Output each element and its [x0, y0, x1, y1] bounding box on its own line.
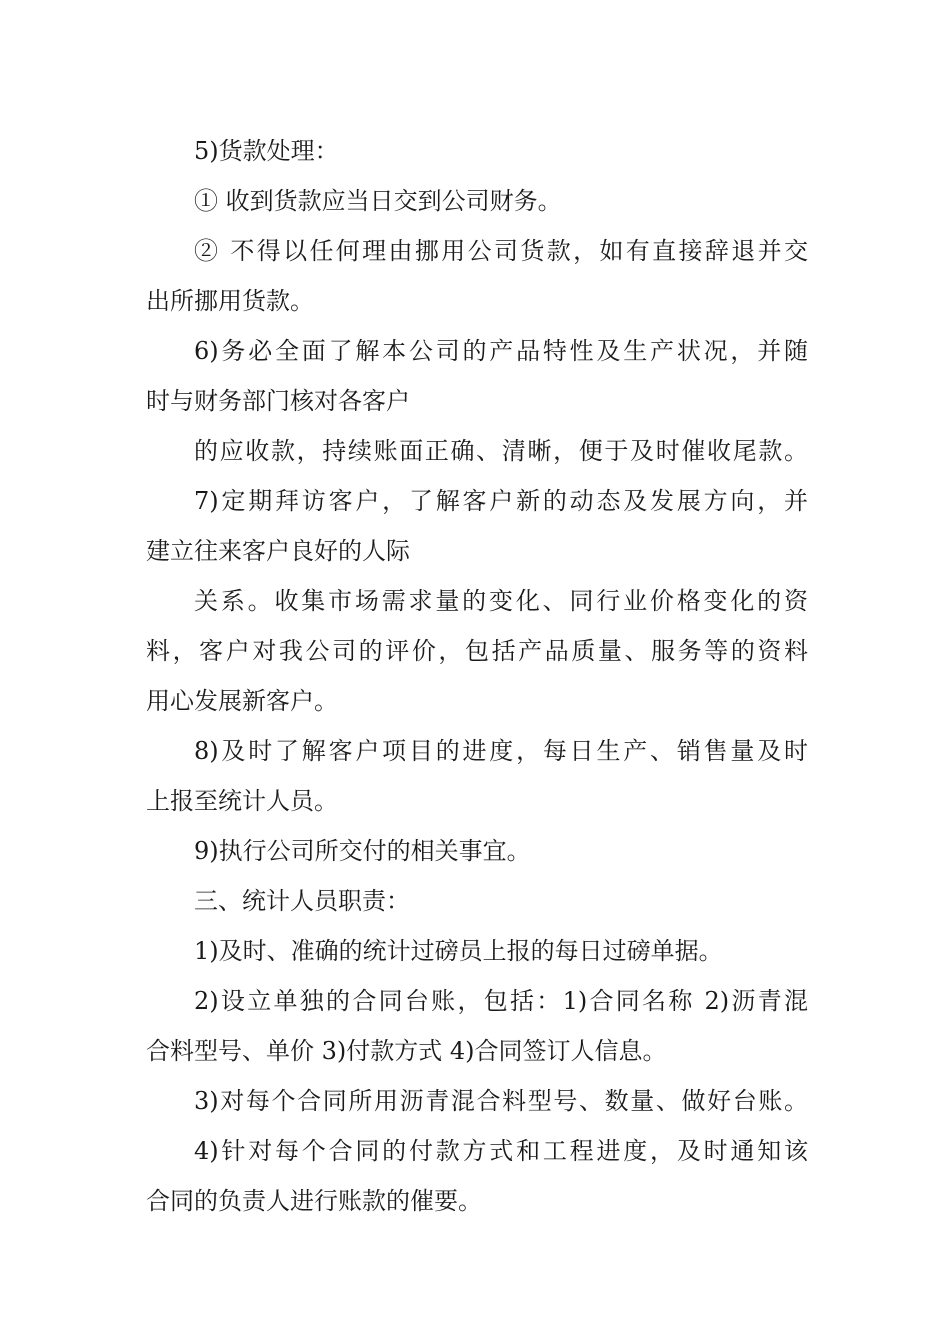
text-line: 时与财务部门核对各客户 [146, 387, 410, 415]
text-line: 出所挪用货款。 [146, 287, 314, 315]
text-line: 合料型号、单价 3)付款方式 4)合同签订人信息。 [146, 1037, 667, 1065]
text-line: 4)针对每个合同的付款方式和工程进度，及时通知该 [194, 1137, 808, 1165]
text-line: 的应收款，持续账面正确、清晰，便于及时催收尾款。 [194, 437, 808, 465]
text-line: ② 不得以任何理由挪用公司货款，如有直接辞退并交 [194, 237, 808, 265]
text-line: 1)及时、准确的统计过磅员上报的每日过磅单据。 [194, 937, 723, 965]
text-line: 合同的负责人进行账款的催要。 [146, 1187, 482, 1215]
text-line: 关系。收集市场需求量的变化、同行业价格变化的资 [194, 587, 808, 615]
text-line: 3)对每个合同所用沥青混合料型号、数量、做好台账。 [194, 1087, 808, 1115]
text-line: 6)务必全面了解本公司的产品特性及生产状况，并随 [194, 337, 808, 365]
text-line: 8)及时了解客户项目的进度，每日生产、销售量及时 [194, 737, 808, 765]
text-line: 7)定期拜访客户，了解客户新的动态及发展方向，并 [194, 487, 808, 515]
text-line: 2)设立单独的合同台账，包括：1)合同名称 2)沥青混 [194, 987, 808, 1015]
text-line: ① 收到货款应当日交到公司财务。 [194, 187, 562, 215]
text-line: 用心发展新客户。 [146, 687, 338, 715]
section-heading: 三、统计人员职责： [194, 887, 410, 915]
text-line: 9)执行公司所交付的相关事宜。 [194, 837, 531, 865]
text-line: 建立往来客户良好的人际 [146, 537, 410, 565]
text-line: 上报至统计人员。 [146, 787, 338, 815]
text-line: 料，客户对我公司的评价，包括产品质量、服务等的资料 [146, 637, 808, 665]
text-line: 5)货款处理： [194, 137, 339, 165]
